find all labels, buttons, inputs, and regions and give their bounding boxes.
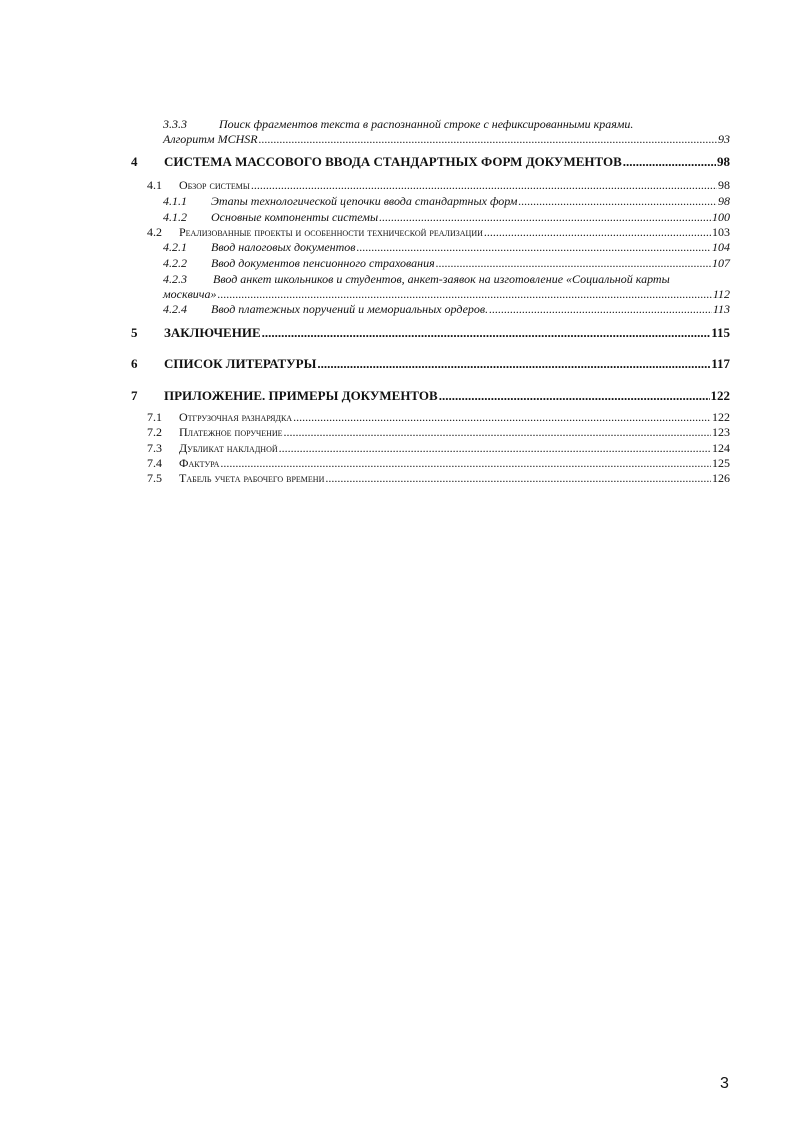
toc-entry-4-2-4[interactable] <box>163 302 730 317</box>
toc-number: 3.3.3 <box>163 117 187 131</box>
toc-number: 4.1.1 <box>163 194 187 208</box>
toc-leader-dots <box>379 210 711 225</box>
toc-leader-dots <box>220 456 711 471</box>
toc-page: 113 <box>712 302 730 316</box>
toc-number: 4.1.2 <box>163 210 187 224</box>
toc-title: Платежное поручение <box>179 425 283 439</box>
toc-title: СПИСОК ЛИТЕРАТУРЫ <box>164 356 317 371</box>
toc-entry-7-3[interactable] <box>147 441 730 456</box>
toc-number: 6 <box>131 356 138 371</box>
toc-leader-dots <box>436 256 711 271</box>
toc-title: Отгрузочная разнарядка <box>179 410 293 424</box>
toc-entry-4-2-2[interactable] <box>163 256 730 271</box>
toc-page: 124 <box>712 441 730 455</box>
toc-title: Основные компоненты системы <box>211 210 379 224</box>
toc-entry-7-4[interactable] <box>147 456 730 471</box>
toc-title: Реализованные проекты и особенности технической реализации <box>179 225 483 239</box>
toc-leader-dots <box>623 154 716 170</box>
toc-page: 93 <box>718 132 730 146</box>
toc-entry-7-5[interactable] <box>147 471 730 486</box>
toc-title: Ввод анкет школьников и студентов, анкет-заявок на изготовление «Социальной карты <box>213 272 670 286</box>
toc-number: 7 <box>131 388 138 403</box>
toc-title: СИСТЕМА МАССОВОГО ВВОДА СТАНДАРТНЫХ ФОРМ ДОКУМЕНТОВ <box>164 154 622 169</box>
toc-page: 98 <box>718 194 730 208</box>
toc-entry-4-1[interactable] <box>147 178 730 193</box>
toc-number: 5 <box>131 325 138 340</box>
toc-number: 4.2 <box>147 225 162 239</box>
toc-title: Ввод платежных поручений и мемориальных ордеров. <box>211 302 489 316</box>
toc-number: 7.2 <box>147 425 162 439</box>
toc-number: 7.4 <box>147 456 162 470</box>
toc-page: 123 <box>712 425 730 439</box>
toc-page: 98 <box>717 154 730 169</box>
toc-entry-4-1-1[interactable] <box>163 194 730 209</box>
toc-title: Обзор системы <box>179 178 250 192</box>
toc-entry-4-2-1[interactable] <box>163 240 730 255</box>
toc-entry-5[interactable] <box>131 325 730 341</box>
toc-number: 4.2.2 <box>163 256 187 270</box>
toc-title: Дубликат накладной <box>179 441 278 455</box>
toc-entry-4-2-3-line2[interactable] <box>163 287 730 302</box>
toc-number: 4.2.3 <box>163 272 187 286</box>
toc-leader-dots <box>218 287 712 302</box>
toc-page: 125 <box>712 456 730 470</box>
toc-entry-4-2[interactable] <box>147 225 730 240</box>
toc-title: ПРИЛОЖЕНИЕ. ПРИМЕРЫ ДОКУМЕНТОВ <box>164 388 438 403</box>
toc-leader-dots <box>357 240 712 255</box>
toc-leader-dots <box>439 388 710 404</box>
toc-entry-7-1[interactable] <box>147 410 730 425</box>
toc-entry-6[interactable] <box>131 356 730 372</box>
toc-title-continued: москвича» <box>163 287 217 301</box>
toc-leader-dots <box>484 225 711 240</box>
toc-page: 126 <box>712 471 730 485</box>
toc-page: 98 <box>718 178 730 192</box>
toc-page: 122 <box>710 388 730 403</box>
toc-page: 122 <box>712 410 730 424</box>
toc-leader-dots <box>262 325 711 341</box>
toc-entry-7[interactable] <box>131 388 730 404</box>
toc-page: 103 <box>712 225 730 239</box>
toc-leader-dots <box>293 410 711 425</box>
toc-entry-7-2[interactable] <box>147 425 730 440</box>
toc-page: 100 <box>712 210 730 224</box>
toc-number: 4.2.1 <box>163 240 187 254</box>
toc-entry-4[interactable] <box>131 154 730 170</box>
toc-leader-dots <box>259 132 717 147</box>
toc-leader-dots <box>284 425 711 440</box>
toc-entry-4-2-3-line1[interactable] <box>163 272 670 287</box>
toc-leader-dots <box>518 194 717 209</box>
toc-title: Ввод документов пенсионного страхования <box>211 256 435 270</box>
toc-page: 117 <box>711 356 730 371</box>
toc-page: 112 <box>712 287 730 301</box>
toc-entry-4-1-2[interactable] <box>163 210 730 225</box>
toc-leader-dots <box>317 356 710 372</box>
toc-number: 4.2.4 <box>163 302 187 316</box>
toc-leader-dots <box>279 441 711 456</box>
toc-number: 4.1 <box>147 178 162 192</box>
toc-number: 7.5 <box>147 471 162 485</box>
toc-title: Поиск фрагментов текста в распознанной строке с нефиксированными краями. <box>219 117 634 131</box>
toc-page: 107 <box>712 256 730 270</box>
toc-leader-dots <box>325 471 711 486</box>
toc-number: 7.1 <box>147 410 162 424</box>
toc-title: Фактура <box>179 456 220 470</box>
page-number: 3 <box>720 1075 729 1092</box>
toc-title: Табель учета рабочего времени <box>179 471 325 485</box>
toc-number: 7.3 <box>147 441 162 455</box>
toc-leader-dots <box>251 178 717 193</box>
toc-title: Ввод налоговых документов <box>211 240 356 254</box>
toc-entry-3-3-3-line1[interactable] <box>163 117 633 132</box>
toc-page: 104 <box>712 240 730 254</box>
toc-page: 115 <box>711 325 730 340</box>
toc-title: Этапы технологической цепочки ввода стандартных форм <box>211 194 518 208</box>
toc-title-continued: Алгоритм MCHSR <box>163 132 258 146</box>
toc-title: ЗАКЛЮЧЕНИЕ <box>164 325 261 340</box>
toc-number: 4 <box>131 154 138 169</box>
toc-entry-3-3-3-line2[interactable] <box>163 132 730 147</box>
toc-leader-dots <box>489 302 712 317</box>
